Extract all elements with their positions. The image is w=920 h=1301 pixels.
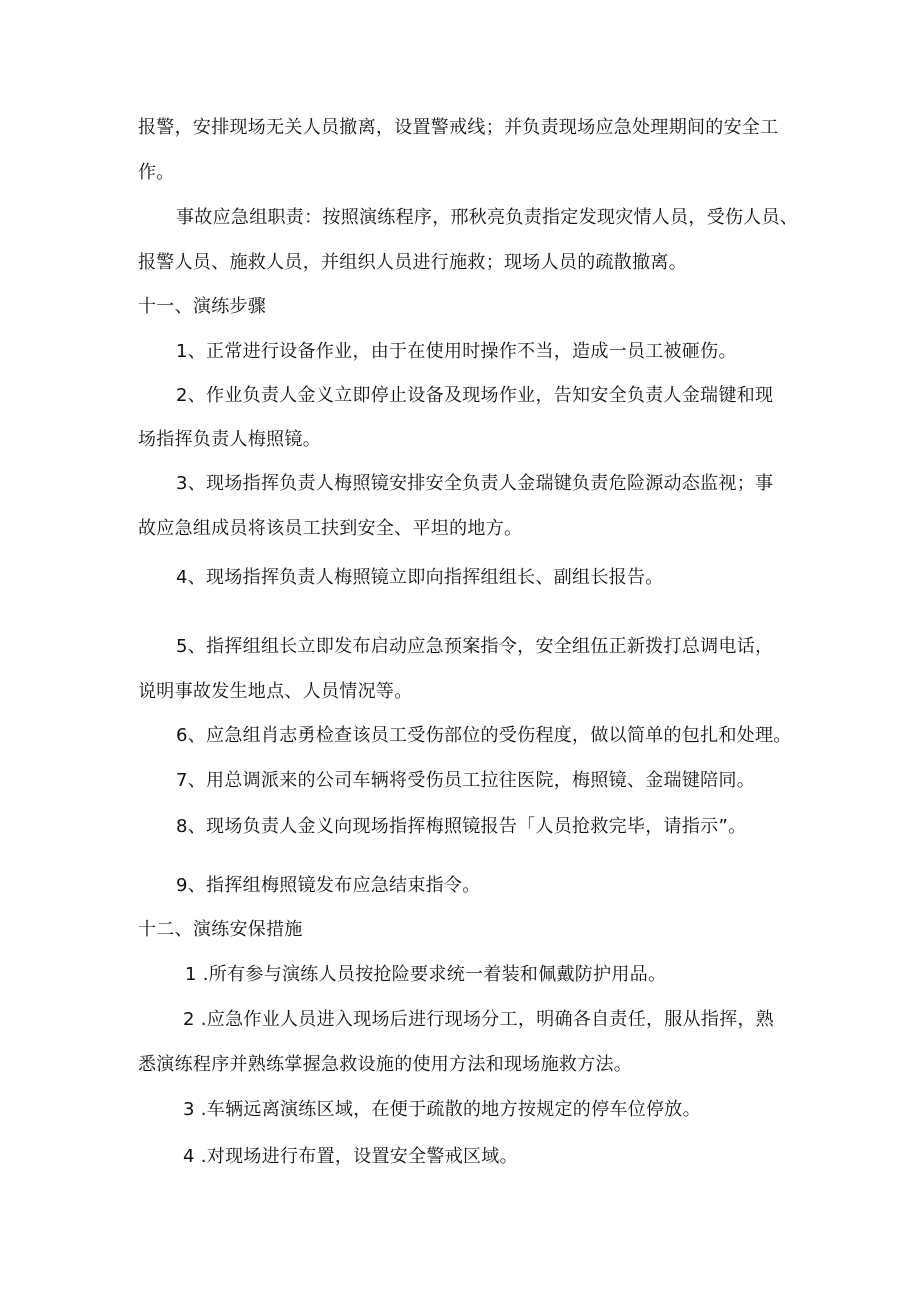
step-item: 4、现场指挥负责人梅照镜立即向指挥组组长、副组长报告。 bbox=[176, 567, 664, 588]
step-item: 1、正常进行设备作业，由于在使用时操作不当，造成一员工被砸伤。 bbox=[176, 341, 737, 362]
section-heading: 十二、演练安保措施 bbox=[138, 919, 303, 940]
paragraph-line: 报警，安排现场无关人员撤离，设置警戒线；并负责现场应急处理期间的安全工 bbox=[138, 117, 779, 138]
paragraph-line: 报警人员、施救人员，并组织人员进行施救；现场人员的疏散撤离。 bbox=[138, 252, 687, 273]
step-item: 3、现场指挥负责人梅照镜安排安全负责人金瑞键负责危险源动态监视；事 bbox=[176, 473, 774, 494]
paragraph-line: 事故应急组职责：按照演练程序，邢秋亮负责指定发现灾情人员，受伤人员、 bbox=[176, 207, 799, 228]
step-item-continuation: 场指挥负责人梅照镜。 bbox=[138, 429, 321, 450]
step-item-continuation: 故应急组成员将该员工扶到安全、平坦的地方。 bbox=[138, 518, 523, 539]
safety-item: 3 .车辆远离演练区域，在便于疏散的地方按规定的停车位停放。 bbox=[183, 1099, 701, 1120]
step-item: 9、指挥组梅照镜发布应急结束指令。 bbox=[176, 875, 481, 896]
step-item: 2、作业负责人金义立即停止设备及现场作业，告知安全负责人金瑞键和现 bbox=[176, 385, 774, 406]
step-item: 8、现场负责人金义向现场指挥梅照镜报告「人员抢救完毕，请指示”。 bbox=[176, 816, 747, 837]
step-item-continuation: 说明事故发生地点、人员情况等。 bbox=[138, 681, 413, 702]
safety-item: 4 .对现场进行布置，设置安全警戒区域。 bbox=[183, 1146, 518, 1167]
safety-item: 2 .应急作业人员进入现场后进行现场分工，明确各自责任，服从指挥，熟 bbox=[183, 1009, 775, 1030]
step-item: 7、用总调派来的公司车辆将受伤员工拉往医院，梅照镜、金瑞键陪同。 bbox=[176, 770, 756, 791]
safety-item: 1 .所有参与演练人员按抢险要求统一着装和佩戴防护用品。 bbox=[185, 964, 667, 985]
safety-item-continuation: 悉演练程序并熟练掌握急救设施的使用方法和现场施救方法。 bbox=[138, 1054, 633, 1075]
step-item: 5、指挥组组长立即发布启动应急预案指令，安全组伍正新拨打总调电话， bbox=[176, 636, 774, 657]
paragraph-line: 作。 bbox=[138, 162, 175, 183]
section-heading: 十一、演练步骤 bbox=[138, 296, 267, 317]
step-item: 6、应急组肖志勇检查该员工受伤部位的受伤程度，做以简单的包扎和处理。 bbox=[176, 725, 792, 746]
